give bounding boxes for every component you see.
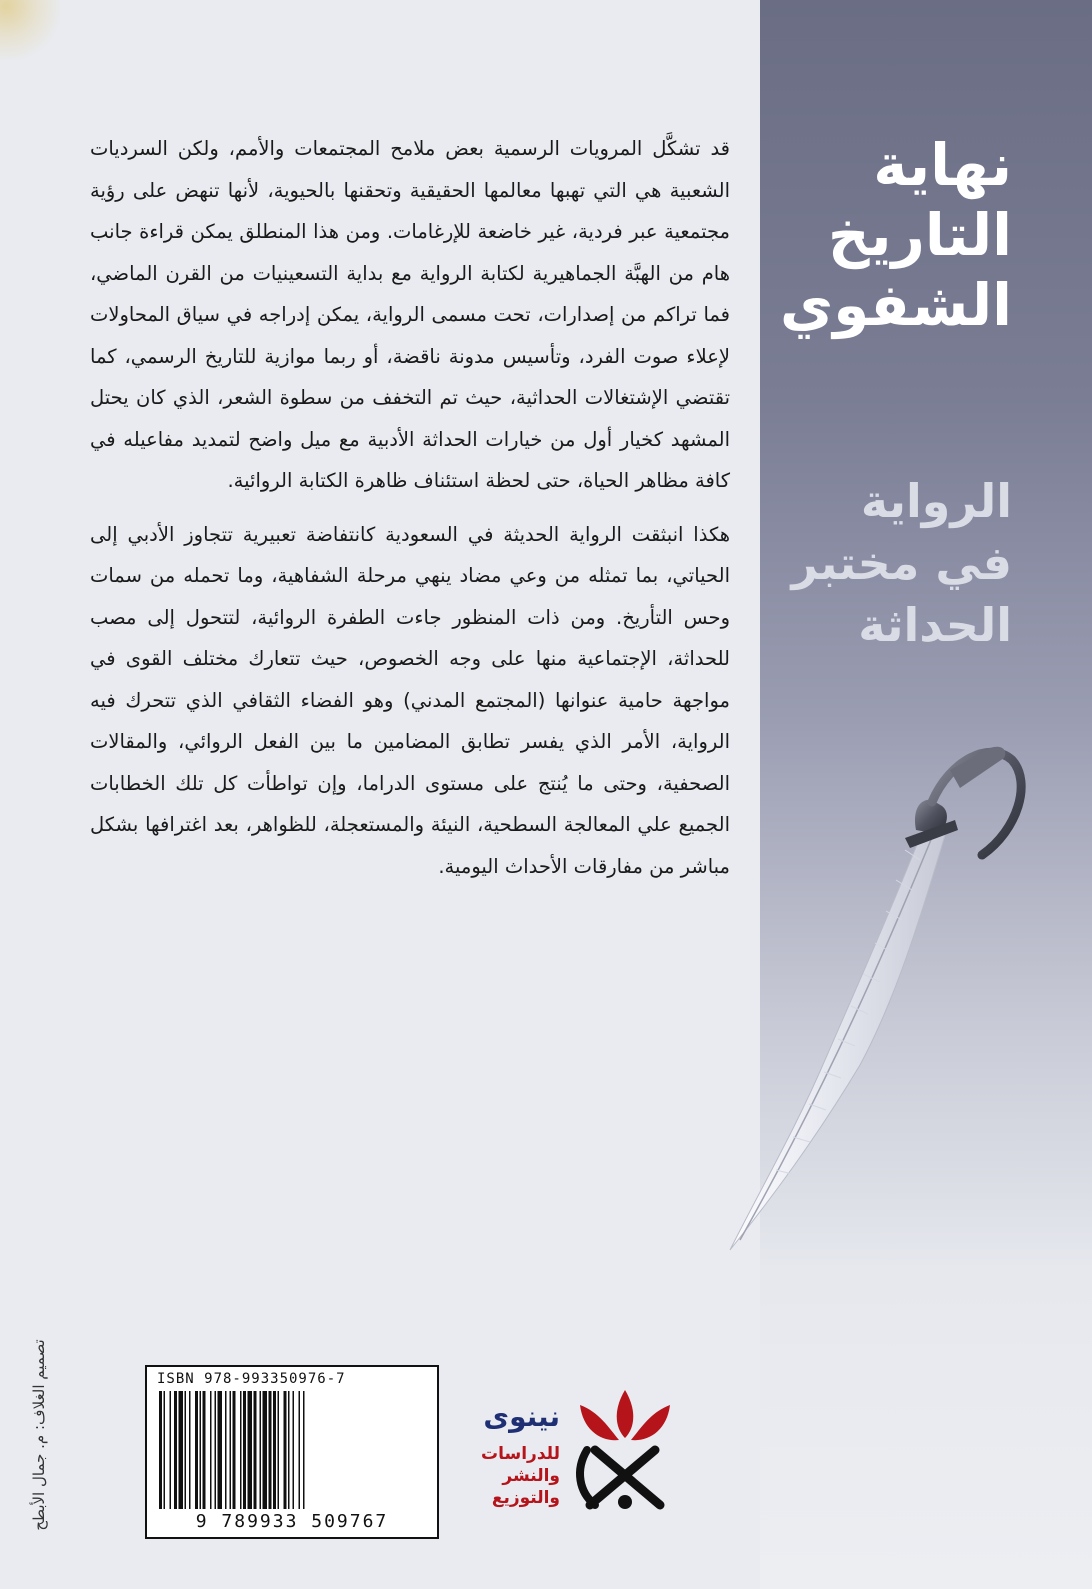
subtitle-line: في مختبر <box>791 536 1012 590</box>
barcode-bars <box>157 1391 427 1509</box>
subtitle-line: الحداثة <box>858 598 1012 652</box>
barcode-bar <box>185 1391 187 1509</box>
barcode-bar <box>200 1391 202 1509</box>
barcode-bar <box>240 1391 242 1509</box>
barcode-number: 9 789933 509767 <box>195 1511 389 1532</box>
feather-sword-image <box>720 730 1040 1270</box>
publisher-tagline <box>415 1443 560 1509</box>
cover-stain <box>0 0 60 60</box>
book-title <box>712 130 1012 340</box>
barcode-bar <box>195 1391 198 1509</box>
barcode-bar <box>210 1391 212 1509</box>
barcode-bar <box>174 1391 177 1509</box>
barcode-bar <box>189 1391 191 1509</box>
barcode-bar <box>288 1391 290 1509</box>
blurb-paragraph: قد تشكَّل المرويات الرسمية بعض ملامح المجتمعات والأمم، ولكن السرديات الشعبية هي التي تهبها معالمها الحقيقية وتحقنها بالحيوية، لأنها تنهض على رؤية مجتمعية عبر فردية، غير خاضعة للإرغامات. ومن هذا المنطلق يمكن قراءة جانب هام من الهبَّة الجماهيرية لكتابة الرواية مع بداية التسعينيات من القرن الماضي، فما تراكم من إصدارات، تحت مسمى الرواية، يمكن إدراجه في سياق المحاولات لإعلاء صوت الفرد، وتأسيس مدونة ناقضة، أو ربما موازية للتاريخ الرسمي، كما تقتضي الإشتغالات الحداثية، حيث تم التخفف من سطوة الشعر، الذي كان يحتل المشهد كخيار أول من خيارات الحداثة الأدبية مع ميل واضح لتمديد مفاعيله في كافة مظاهر الحياة، حتى لحظة استئناف ظاهرة الكتابة الروائية. <box>90 137 730 492</box>
barcode-bar <box>233 1391 236 1509</box>
publisher-tagline-line: والنشر <box>502 1466 560 1486</box>
title-line: الشفوي <box>780 271 1012 339</box>
barcode-bar <box>164 1391 166 1509</box>
isbn-label: ISBN 978-993350976-7 <box>157 1371 346 1387</box>
barcode-bar <box>269 1391 272 1509</box>
publisher-logo-icon <box>565 1380 685 1515</box>
barcode-bar <box>218 1391 223 1509</box>
blurb <box>90 128 730 899</box>
barcode-bar <box>299 1391 301 1509</box>
subtitle-line: الرواية <box>860 474 1012 528</box>
barcode <box>145 1365 439 1539</box>
barcode-bar <box>284 1391 287 1509</box>
title-line: التاريخ <box>827 201 1012 269</box>
barcode-bar <box>230 1391 232 1509</box>
publisher-name: نينوى <box>483 1400 560 1433</box>
cover-design-credit: تصميم الغلاف: م. جمال الأبطح <box>30 1339 48 1531</box>
barcode-bar <box>254 1391 257 1509</box>
barcode-bar <box>159 1391 162 1509</box>
barcode-bar <box>170 1391 172 1509</box>
barcode-bar <box>260 1391 262 1509</box>
barcode-bar <box>273 1391 276 1509</box>
barcode-bar <box>225 1391 227 1509</box>
publisher-tagline-line: للدراسات <box>481 1444 560 1464</box>
barcode-bar <box>248 1391 253 1509</box>
barcode-bar <box>203 1391 206 1509</box>
barcode-bar <box>293 1391 295 1509</box>
blurb-paragraph: هكذا انبثقت الرواية الحديثة في السعودية كانتفاضة تعبيرية تتجاوز الأدبي إلى الحياتي، بما تمثله من وعي مضاد ينهي مرحلة الشفاهية، وما تحمله من سمات وحس التأريخ. ومن ذات المنظور جاءت الطفرة الروائية، لتتحول إلى مصب للحداثة، الإجتماعية منها على وجه الخصوص، حيث تتعارك مختلف القوى في مواجهة حامية عنوانها (المجتمع المدني) وهو الفضاء الثقافي الذي تتحرك فيه الرواية، الأمر الذي يفسر تطابق المضامين ما بين الفعل الروائي، والمقالات الصحفية، وحتى ما يُنتج على مستوى الدراما، وإن تواطأت كل تلك الخطابات الجميع علي المعالجة السطحية، النيئة والمستعجلة، للظواهر، بعد اغترافها بشكل مباشر من مفارقات الأحداث اليومية. <box>90 522 730 878</box>
barcode-bar <box>263 1391 268 1509</box>
book-subtitle <box>712 470 1012 656</box>
barcode-bar <box>278 1391 280 1509</box>
barcode-bar <box>243 1391 246 1509</box>
barcode-bar <box>303 1391 305 1509</box>
barcode-bar <box>215 1391 217 1509</box>
publisher-tagline-line: والتوزيع <box>491 1488 560 1508</box>
title-line: نهاية <box>873 131 1012 199</box>
barcode-bar <box>179 1391 184 1509</box>
